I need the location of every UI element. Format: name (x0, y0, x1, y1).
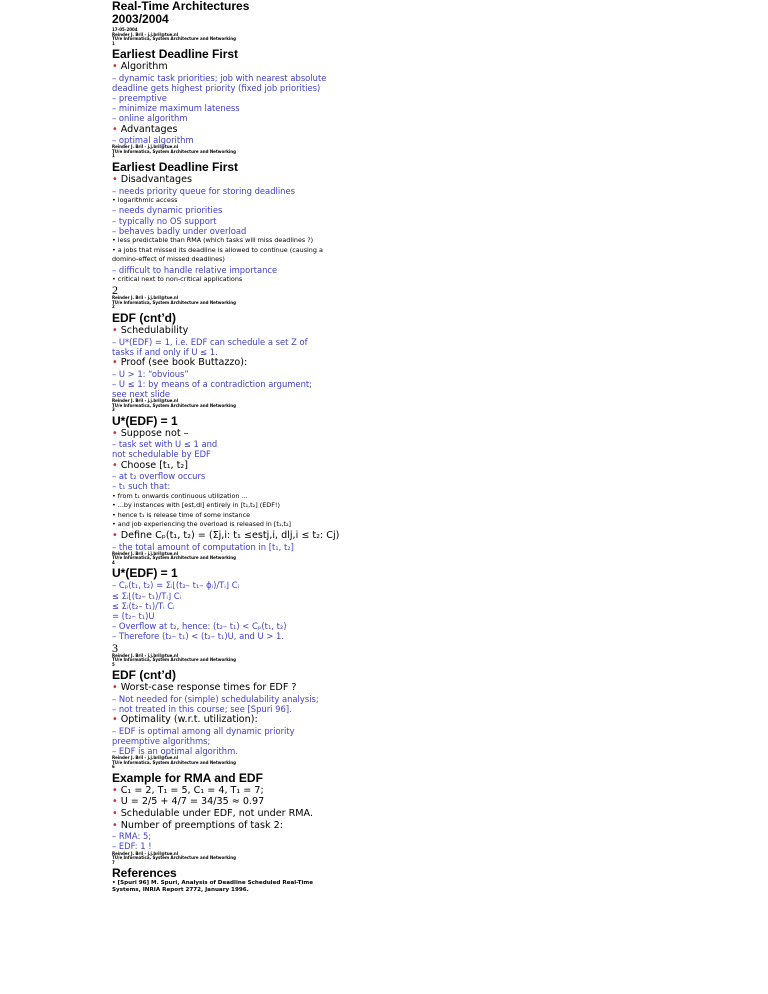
slide-title: EDF (cnt’d) (112, 668, 176, 683)
slide-line: • Number of preemptions of task 2: (112, 819, 283, 831)
slide-line: • Suppose not – (112, 427, 189, 439)
slide-line: = (t₂– t₁)U (112, 610, 155, 621)
footer-department: TU/e Informatica, System Architecture and Networking (112, 759, 236, 765)
slide-line: • Optimality (w.r.t. utilization): (112, 714, 258, 726)
slide-number: 3 (112, 407, 115, 413)
bullet-dot: • (112, 173, 118, 185)
footer-department: TU/e Informatica, System Architecture and Networking (112, 657, 236, 663)
slide-line: • from t₁ onwards continuous utilization ... (112, 491, 248, 500)
slide-line: • Worst-case response times for EDF ? (112, 682, 297, 694)
slide-line: – dynamic task priorities; job with nearest absolute (112, 72, 327, 83)
slide-line: • C₁ = 2, T₁ = 5, C₁ = 4, T₁ = 7; (112, 784, 264, 796)
slide-line: deadline gets highest priority (fixed job priorities) (112, 82, 321, 93)
slide-line: – Not needed for (simple) schedulability analysis; (112, 693, 319, 704)
slide-line: • critical next to non-critical applications (112, 274, 243, 283)
footer-department: TU/e Informatica, System Architecture and Networking (112, 402, 236, 408)
bullet-dot: • (112, 819, 118, 831)
slide-line: see next slide (112, 388, 171, 399)
page-marker: 1 (112, 40, 115, 46)
slide-line: domino-effect of missed deadlines) (112, 255, 225, 264)
slide-number: 2 (112, 304, 115, 310)
slide-number: 4 (112, 559, 115, 565)
footer-author: Reinder J. Bril - j.j.bril@tue.nl (112, 652, 179, 658)
slide-line: • and job experiencing the overload is released in [t₁,t₂] (112, 520, 292, 529)
slide-title: EDF (cnt’d) (112, 310, 176, 325)
slide-line: • Proof (see book Buttazzo): (112, 356, 248, 368)
slide-line: not schedulable by EDF (112, 449, 211, 460)
bullet-dot: • (112, 324, 118, 336)
slide-line: – not treated in this course; see [Spuri 96]. (112, 703, 292, 714)
slide-title: Example for RMA and EDF (112, 770, 263, 785)
bullet-dot: • (112, 714, 118, 726)
slide-line: – needs priority queue for storing deadlines (112, 185, 295, 196)
footer-department: TU/e Informatica, System Architecture and Networking (112, 855, 236, 861)
reference-line-2: Systems, INRIA Report 2772, January 1996. (112, 887, 249, 894)
slide-line: • Schedulable under EDF, not under RMA. (112, 807, 313, 819)
slide-title: References (112, 866, 177, 881)
slide-line: – behaves badly under overload (112, 225, 247, 236)
footer-author: Reinder J. Bril - j.j.bril@tue.nl (112, 398, 179, 404)
slide-line: – the total amount of computation in [t₁, t₂] (112, 541, 294, 552)
slide-line: • logarithmic access (112, 195, 178, 204)
slide-line: preemptive algorithms; (112, 735, 211, 746)
footer-author: Reinder J. Bril - j.j.bril@tue.nl (112, 295, 179, 301)
slide-line: • Advantages (112, 123, 178, 135)
slide-line: • a jobs that missed its deadline is allowed to continue (causing a (112, 245, 323, 254)
footer-author: Reinder J. Bril - j.j.bril@tue.nl (112, 550, 179, 556)
slide-number: 6 (112, 764, 115, 770)
slide-number: 1 (112, 153, 115, 159)
reference-line-1: • [Spuri 96] M. Spuri, Analysis of Deadline Scheduled Real-Time (112, 880, 313, 887)
slide-line: – optimal algorithm (112, 135, 194, 146)
slide-line: – preemptive (112, 93, 167, 103)
slide-line: • Algorithm (112, 61, 168, 72)
footer-author: Reinder J. Bril - j.j.bril@tue.nl (112, 755, 179, 761)
slide-line: • ...by instances with [est,dl] entirely in [t₁,t₂] (EDF!) (112, 501, 280, 510)
slide-line: • Schedulability (112, 324, 189, 336)
document-year: 2003/2004 (112, 12, 169, 26)
slide-line: ≤ Σᵢ⌊(t₂– t₁)/Tᵢ⌋ Cᵢ (112, 590, 182, 601)
slide-title: U*(EDF) = 1 (112, 566, 178, 581)
slide-line: • Disadvantages (112, 173, 193, 185)
slide-number: 5 (112, 661, 115, 667)
slide-line: • less predictable than RMA (which tasks will miss deadlines ?) (112, 235, 314, 244)
bullet-dot: • (112, 530, 118, 542)
slide-line: – at t₂ overflow occurs (112, 471, 206, 482)
document-author: Reinder J. Bril - j.j.bril@tue.nl (112, 31, 179, 37)
slide-line: • U = 2/5 + 4/7 = 34/35 ≈ 0.97 (112, 796, 265, 808)
slide-line: – U ≤ 1: by means of a contradiction argument; (112, 378, 312, 389)
slide-line: – EDF: 1 ! (112, 841, 152, 852)
document-date: 17-05-2004 (112, 27, 138, 32)
slide-line: • hence t₁ is release time of some instance (112, 510, 251, 519)
slide-number: 7 (112, 859, 115, 865)
slide-line: ≤ Σᵢ(t₂– t₁)/Tᵢ Cᵢ (112, 600, 175, 611)
slide-line: tasks if and only if U ≤ 1. (112, 346, 218, 357)
slide-title: U*(EDF) = 1 (112, 413, 178, 428)
slide-line: – task set with U ≤ 1 and (112, 439, 218, 450)
bullet-dot: • (112, 796, 118, 808)
bullet-dot: • (112, 61, 118, 72)
slide-line: – RMA: 5; (112, 831, 152, 842)
slide-line: – U > 1: “obvious” (112, 368, 189, 379)
slide-line: – EDF is an optimal algorithm. (112, 746, 238, 757)
document-department: TU/e Informatica, System Architecture and Networking (112, 36, 236, 41)
slide-line: – difficult to handle relative importance (112, 264, 278, 275)
slide-line: – EDF is optimal among all dynamic priority (112, 725, 295, 736)
document-title: Real-Time Architectures (112, 0, 250, 13)
document-body (112, 0, 412, 894)
slide-line: 2 (112, 283, 118, 298)
slide-line: – Therefore (t₂– t₁) < (t₂– t₁)U, and U > 1. (112, 631, 284, 642)
slide-line: – typically no OS support (112, 215, 217, 226)
slide-line: – Overflow at t₂, hence: (t₂– t₁) < Cₚ(t₁, t₂) (112, 621, 287, 632)
bullet-dot: • (112, 356, 118, 368)
bullet-dot: • (112, 807, 118, 819)
slide-line: – U*(EDF) = 1, i.e. EDF can schedule a set Z of (112, 336, 308, 347)
bullet-dot: • (112, 459, 118, 471)
slide-title: Earliest Deadline First (112, 159, 239, 174)
slide-line: – needs dynamic priorities (112, 205, 223, 216)
bullet-dot: • (112, 784, 118, 796)
slide-line: 3 (112, 640, 118, 655)
bullet-dot: • (112, 682, 118, 694)
slide-line: – Cₚ(t₁, t₂) = Σᵢ⌊(t₂– t₁– ϕᵢ)/Tᵢ⌋ Cᵢ (112, 580, 240, 591)
slide-line: – online algorithm (112, 113, 188, 124)
slides-container (112, 47, 412, 880)
footer-department: TU/e Informatica, System Architecture and Networking (112, 148, 236, 154)
slide-title: Earliest Deadline First (112, 47, 239, 61)
bullet-dot: • (112, 427, 118, 439)
footer-department: TU/e Informatica, System Architecture and Networking (112, 299, 236, 305)
slide-line: – t₁ such that: (112, 481, 171, 492)
footer-department: TU/e Informatica, System Architecture and Networking (112, 555, 236, 561)
bullet-dot: • (112, 123, 118, 135)
slide-line: • Choose [t₁, t₂] (112, 459, 188, 471)
footer-author: Reinder J. Bril - j.j.bril@tue.nl (112, 144, 179, 150)
slide-line: • Define Cₚ(t₁, t₂) = (Σj,i: t₁ ≤estj,i, dlj,i ≤ t₂: Cj) (112, 530, 340, 542)
footer-author: Reinder J. Bril - j.j.bril@tue.nl (112, 850, 179, 856)
slide-line: – minimize maximum lateness (112, 103, 240, 114)
